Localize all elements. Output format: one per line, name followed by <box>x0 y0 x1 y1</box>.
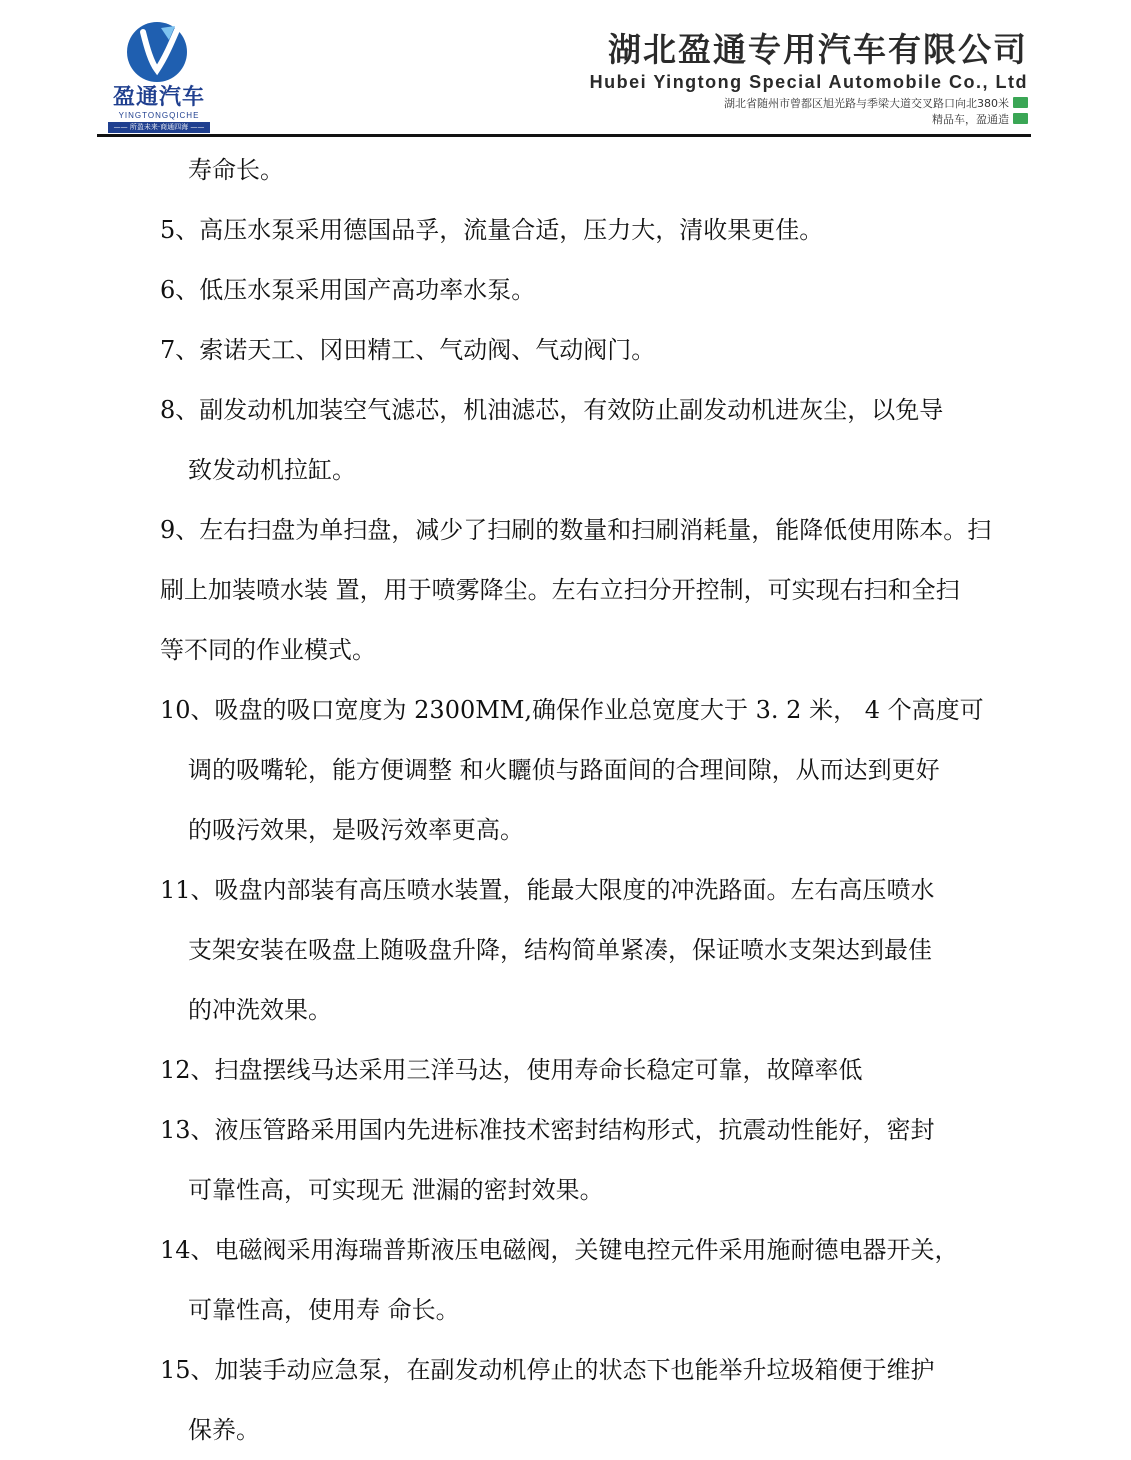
company-address: 湖北省随州市曾都区旭光路与季梁大道交叉路口向北380米 <box>724 97 1009 110</box>
company-tagline-line <box>590 112 1028 128</box>
company-name-chinese: 湖北盈通专用汽车有限公司 <box>608 30 1028 69</box>
text-line: 12、扫盘摆线马达采用三洋马达，使用寿命长稳定可靠，故障率低 <box>160 1056 863 1084</box>
text-line: 调的吸嘴轮，能方便调整 和火矖侦与路面间的合理间隙，从而达到更好 <box>188 756 940 784</box>
text-line: 10、吸盘的吸口宽度为 2300MM,确保作业总宽度大于 3. 2 米， 4 个高度可 <box>160 696 984 724</box>
logo-slogan: —— 所盈未来·商通四海 —— <box>108 122 210 133</box>
text-line: 的冲洗效果。 <box>188 996 332 1024</box>
green-badge-icon <box>1013 97 1028 108</box>
text-line: 9、左右扫盘为单扫盘，减少了扫刷的数量和扫刷消耗量，能降低使用陈本。扫 <box>160 516 992 544</box>
text-line: 6、低压水泵采用国产高功率水泵。 <box>160 276 536 304</box>
company-name-english: Hubei Yingtong Special Automobile Co., Ltd <box>589 72 1028 92</box>
text-line: 保养。 <box>188 1416 260 1444</box>
company-logo <box>100 18 218 133</box>
company-info <box>590 30 1028 128</box>
text-line: 等不同的作业模式。 <box>160 636 376 664</box>
logo-mark-icon <box>121 18 193 84</box>
company-address-line <box>590 96 1028 112</box>
text-line: 的吸污效果，是吸污效率更高。 <box>188 816 524 844</box>
text-line: 13、液压管路采用国内先进标准技术密封结构形式，抗震动性能好，密封 <box>160 1116 935 1144</box>
text-line: 14、电磁阀采用海瑞普斯液压电磁阀，关键电控元件采用施耐德电器开关， <box>160 1236 959 1264</box>
text-line: 寿命长。 <box>188 156 284 184</box>
text-line: 11、吸盘内部装有高压喷水装置，能最大限度的冲洗路面。左右高压喷水 <box>160 876 935 904</box>
logo-chinese-name: 盈通汽车 <box>112 85 205 110</box>
text-line: 可靠性高，可实现无 泄漏的密封效果。 <box>188 1176 604 1204</box>
header-divider <box>97 134 1031 137</box>
text-line: 刷上加装喷水装 置，用于喷雾降尘。左右立扫分开控制，可实现右扫和全扫 <box>160 576 960 604</box>
company-tagline: 精品车，盈通造 <box>932 113 1009 126</box>
text-line: 8、副发动机加装空气滤芯，机油滤芯，有效防止副发动机进灰尘，以免导 <box>160 396 944 424</box>
text-line: 5、高压水泵采用德国品孚，流量合适，压力大，清收果更佳。 <box>160 216 824 244</box>
text-line: 15、加装手动应急泵，在副发动机停止的状态下也能举升垃圾箱便于维护 <box>160 1356 935 1384</box>
green-logo-icon <box>1013 113 1028 124</box>
text-line: 致发动机拉缸。 <box>188 456 356 484</box>
text-line: 可靠性高，使用寿 命长。 <box>188 1296 460 1324</box>
logo-english-name: YINGTONGQICHE <box>118 111 200 120</box>
document-body <box>160 140 1035 1460</box>
text-line: 7、索诺天工、冈田精工、气动阀、气动阀门。 <box>160 336 656 364</box>
text-line: 支架安装在吸盘上随吸盘升降，结构简单紧凑，保证喷水支架达到最佳 <box>188 936 932 964</box>
letterhead <box>0 0 1131 140</box>
